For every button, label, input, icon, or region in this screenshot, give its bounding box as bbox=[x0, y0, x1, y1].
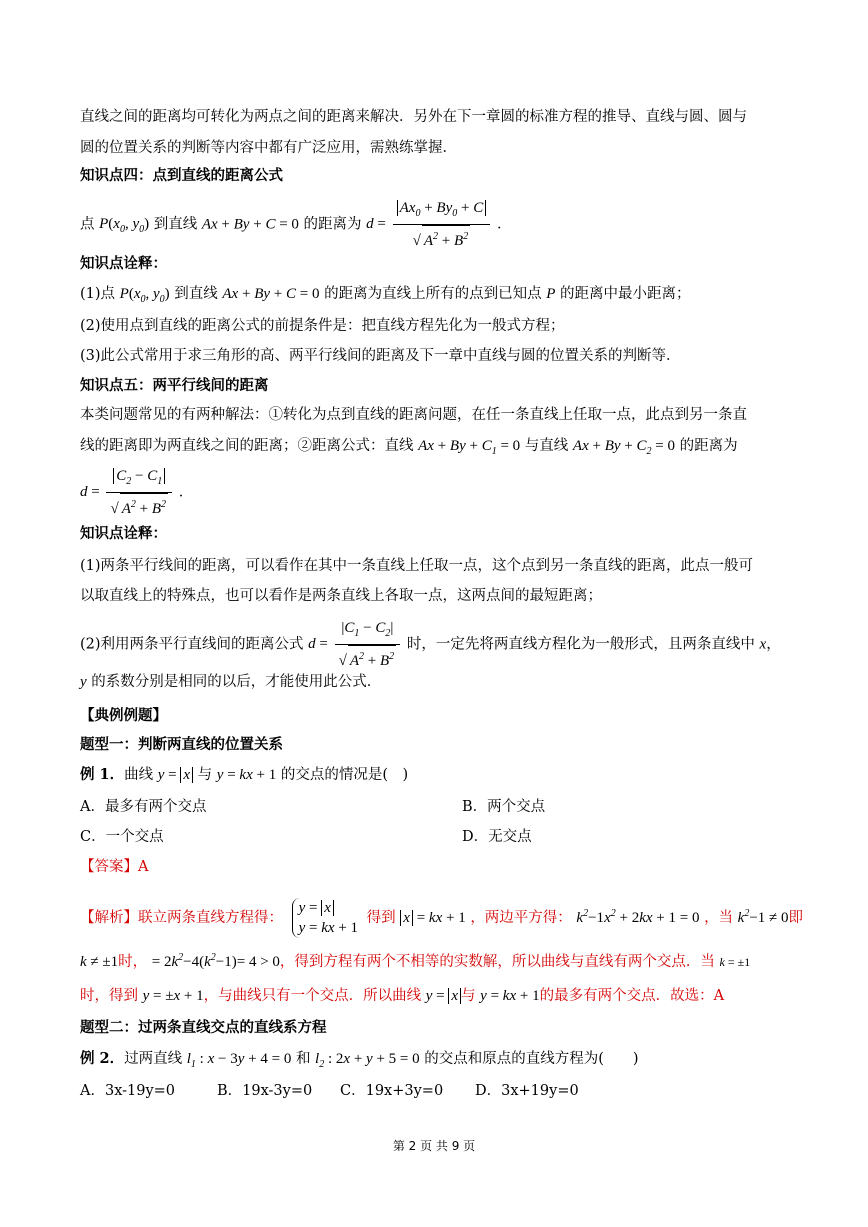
system-of-equations: y = x y = kx + 1 bbox=[292, 898, 358, 938]
kp5-para-2 bbox=[80, 436, 808, 462]
kp5-e2-l2: 的系数分别是相同的以后，才能使用此公式． bbox=[91, 674, 382, 690]
sol2-a: 时， bbox=[118, 954, 148, 970]
kp5-explain-2 bbox=[80, 618, 808, 669]
sol3-d: 的最多有两个交点．故选：A bbox=[539, 988, 725, 1004]
sol-c: ，两边平方得： bbox=[470, 910, 572, 926]
ex1-b: 与 bbox=[197, 767, 213, 783]
line-equation-inline: Ax + By + C = 0 bbox=[222, 286, 320, 302]
discriminant: = $2k^2-4(k^2-1)= 4 > 0$ bbox=[151, 952, 280, 970]
parallel-distance-formula: d = $\frac{C_2 - C_1}{√ A^2 + B^2}$ bbox=[80, 484, 179, 500]
solution-line-1 bbox=[80, 890, 808, 938]
e1-text-c: 的距离为直线上所有的点到已知点 bbox=[324, 286, 542, 302]
k-eq-pm1: k = ±1 bbox=[719, 955, 751, 969]
kp5-p3-end: ． bbox=[178, 484, 194, 501]
ex2-label: 例 2． bbox=[80, 1050, 125, 1067]
squared-eq: $k^2-1x^2 + 2kx + 1 = 0$ bbox=[576, 908, 700, 926]
option-d: D．无交点 bbox=[462, 829, 532, 845]
type1-heading: 题型一：判断两直线的位置关系 bbox=[80, 736, 283, 753]
point-p-letter: P bbox=[546, 286, 556, 302]
ex2-option-a: A．3x-19y=0 bbox=[80, 1083, 176, 1099]
parallel-line-2: $Ax + By + C_2 = 0$ bbox=[572, 438, 675, 457]
sol3-c: 与 bbox=[461, 988, 476, 1004]
sol2-b: ，得到方程有两个不相等的实数解，所以曲线与直线有两个交点．当 bbox=[279, 954, 715, 970]
sol3-a: 时，得到 bbox=[80, 988, 138, 1004]
kp5-p2-c: 的距离为 bbox=[679, 438, 738, 454]
option-b: B．两个交点 bbox=[462, 799, 546, 815]
ex2-option-c: C．19x+3y=0 bbox=[340, 1083, 444, 1099]
intro-line-2: 圆的位置关系的判断等内容中都有广泛应用，需熟练掌握． bbox=[80, 140, 457, 156]
parallel-distance-formula-2: d = $\frac{|C_1 - C_2|}{√ A^2 + B^2}$ bbox=[308, 636, 407, 652]
sol-b: 得到 bbox=[366, 910, 396, 926]
curve-y-abs-x: y = x bbox=[158, 767, 193, 783]
ex2-a: 过两直线 bbox=[124, 1051, 183, 1067]
example-2-question bbox=[80, 1049, 808, 1075]
kp4-mid: 到直线 bbox=[153, 216, 198, 233]
kp5-heading: 知识点五：两平行线间的距离 bbox=[80, 377, 269, 394]
kp4-end: ． bbox=[496, 216, 512, 233]
kp5-explain-heading: 知识点诠释： bbox=[80, 525, 167, 542]
page-footer: 第 2 页 共 9 页 bbox=[392, 1139, 476, 1153]
line-inline: y = kx + 1 bbox=[480, 988, 540, 1004]
example-1-question bbox=[80, 765, 808, 785]
e1-text-b: 到直线 bbox=[174, 286, 218, 302]
kp4-formula-line bbox=[80, 198, 808, 249]
y-pm-x-1: y = ±x + 1 bbox=[142, 988, 204, 1004]
type2-heading: 题型二：过两条直线交点的直线系方程 bbox=[80, 1019, 327, 1036]
answer: 【答案】A bbox=[80, 859, 149, 875]
e1-text-a: (1)点 bbox=[80, 286, 116, 302]
ex1-c: 的交点的情况是( ) bbox=[280, 767, 409, 783]
distance-formula: d = $\frac{Ax_0 + By_0 + C}{√ A^2 + B^2}$ bbox=[366, 216, 497, 232]
ex1-label: 例 1． bbox=[80, 766, 125, 783]
kp5-explain-2-line2 bbox=[80, 672, 808, 692]
kp5-e2-b: 时，一定先将两直线方程化为一般形式，且两条直线中 bbox=[406, 636, 755, 653]
kp5-p2-b: 与直线 bbox=[524, 438, 569, 454]
cond-k: $k^2-1 \ne 0$ bbox=[737, 908, 789, 926]
curve-inline: y = x bbox=[426, 988, 461, 1004]
kp5-para-1: 本类问题常见的有两种解法：①转化为点到直线的距离问题，在任一条直线上任取一点，此点到另一条直 bbox=[80, 407, 747, 423]
option-row-2 bbox=[80, 827, 808, 847]
kp5-explain-1-line1: (1)两条平行线间的距离，可以看作在其中一条直线上任取一点，这个点到另一条直线的距离，此点一般可 bbox=[80, 558, 754, 574]
kp4-heading: 知识点四：点到直线的距离公式 bbox=[80, 167, 283, 184]
examples-heading: 【典例例题】 bbox=[80, 707, 167, 724]
ex2-option-d: D．3x+19y=0 bbox=[475, 1083, 579, 1099]
kp4-explain-2: (2)使用点到直线的距离公式的前提条件是：把直线方程先化为一般式方程； bbox=[80, 318, 565, 334]
kp4-mid2: 的距离为 bbox=[303, 216, 362, 233]
point-p: $P(x_0$, $y_0$) bbox=[99, 216, 150, 236]
kp4-prefix: 点 bbox=[80, 216, 95, 233]
kp5-explain-1-line2: 以取直线上的特殊点，也可以看作是两条直线上各取一点，这两点间的最短距离； bbox=[80, 588, 602, 604]
sol3-b: ，与曲线只有一个交点．所以曲线 bbox=[203, 988, 422, 1004]
ex1-a: 曲线 bbox=[124, 767, 154, 783]
parallel-line-1: $Ax + By + C_1 = 0$ bbox=[418, 438, 521, 457]
kp5-formula-line bbox=[80, 466, 808, 517]
ex2-option-b: B．19x-3y=0 bbox=[217, 1083, 313, 1099]
line-equation: Ax + By + C = 0 bbox=[201, 216, 299, 233]
kp4-explain-3: (3)此公式常用于求三角形的高、两平行线间的距离及下一章中直线与圆的位置关系的判断等． bbox=[80, 348, 681, 364]
solution-line-2 bbox=[80, 948, 808, 972]
option-row-1 bbox=[80, 797, 808, 817]
sol-a: 【解析】联立两条直线方程得： bbox=[80, 910, 283, 926]
kp4-explain-heading: 知识点诠释： bbox=[80, 255, 167, 272]
point-p-inline: $P(x_0$, $y_0$) bbox=[119, 286, 170, 305]
option-c: C．一个交点 bbox=[80, 829, 164, 845]
k-ne-pm1: k ≠ ±1 bbox=[80, 954, 119, 970]
var-y: y bbox=[80, 674, 87, 690]
kp5-p2-a: 线的距离即为两直线之间的距离；②距离公式：直线 bbox=[80, 438, 414, 454]
kp5-e2-a: (2)利用两条平行直线间的距离公式 bbox=[80, 636, 304, 653]
solution-line-3 bbox=[80, 986, 808, 1006]
ex2-c: 的交点和原点的直线方程为( ) bbox=[424, 1051, 639, 1067]
e1-text-d: 的距离中最小距离； bbox=[559, 286, 691, 302]
line-l2: $l_2$ : 2x + y + 5 = 0 bbox=[315, 1051, 420, 1070]
var-x: x bbox=[759, 636, 767, 653]
kp5-e2-c: ， bbox=[766, 636, 781, 653]
intro-line-1: 直线之间的距离均可转化为两点之间的距离来解决．另外在下一章圆的标准方程的推导、直线与圆、圆与 bbox=[80, 109, 747, 125]
line-l1: $l_1$ : x − 3y + 4 = 0 bbox=[186, 1051, 292, 1070]
ex2-b: 和 bbox=[295, 1051, 311, 1067]
sol-e: 即 bbox=[788, 910, 804, 926]
sol-d: ，当 bbox=[704, 910, 734, 926]
kp4-explain-1 bbox=[80, 284, 808, 310]
abs-eq: x = kx + 1 bbox=[400, 910, 465, 926]
option-a: A．最多有两个交点 bbox=[80, 799, 207, 815]
line-y-kx-1: y = kx + 1 bbox=[216, 767, 277, 783]
